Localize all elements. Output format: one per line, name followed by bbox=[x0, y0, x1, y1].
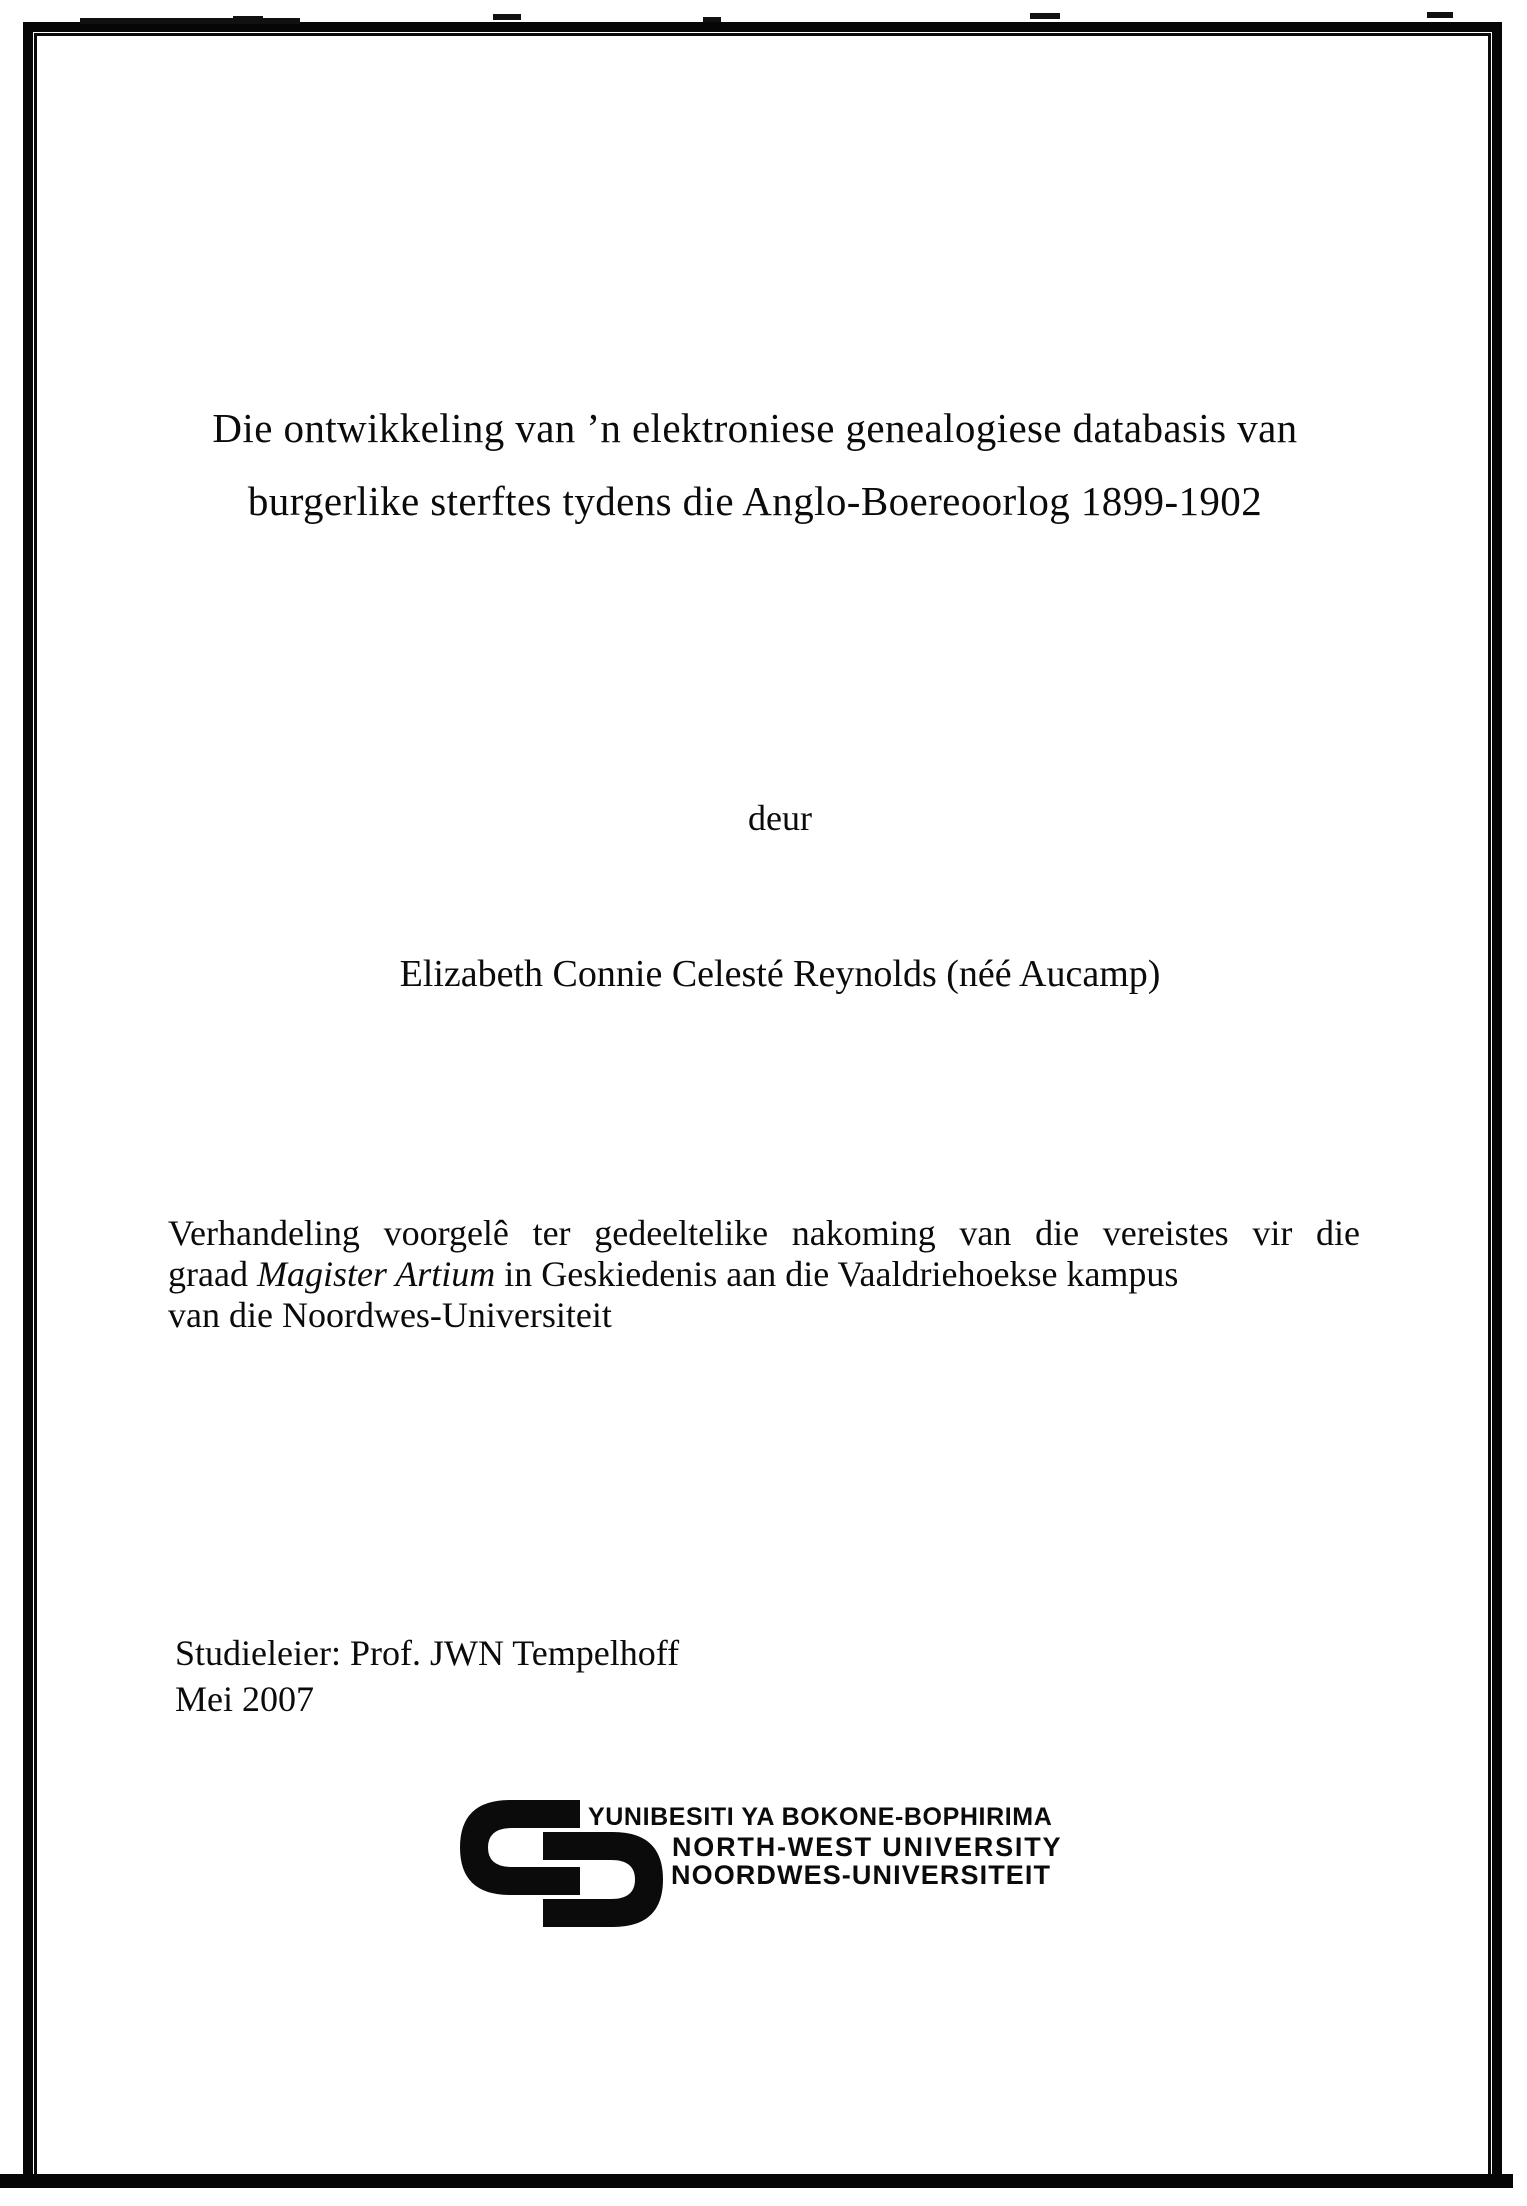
logo-wordmark-afrikaans: NOORDWES-UNIVERSITEIT bbox=[671, 1860, 1052, 1890]
scan-artifact bbox=[80, 18, 300, 24]
thesis-title-line2: burgerlike sterftes tydens die Anglo-Boereoorlog 1899-1902 bbox=[247, 478, 1263, 524]
degree-name-italic: Magister Artium bbox=[256, 1254, 496, 1294]
thesis-title-line1: Die ontwikkeling van ’n elektroniese genealogiese databasis van bbox=[212, 405, 1298, 451]
logo-wordmark-setswana: YUNIBESITI YA BOKONE-BOPHIRIMA bbox=[588, 1803, 1053, 1831]
logo-wordmark-english: NORTH-WEST UNIVERSITY bbox=[672, 1832, 1063, 1862]
supervisor-block bbox=[175, 1630, 1075, 1722]
scan-artifact bbox=[703, 17, 721, 22]
author-name: Elizabeth Connie Celesté Reynolds (néé Aucamp) bbox=[399, 953, 1161, 995]
thesis-statement-line1: Verhandeling voorgelê ter gedeeltelike nakoming van die vereistes vir die bbox=[168, 1213, 1360, 1253]
supervisor-line: Studieleier: Prof. JWN Tempelhoff bbox=[175, 1633, 680, 1673]
thesis-statement bbox=[168, 1213, 1360, 1336]
statement-line2-prefix: graad bbox=[168, 1254, 257, 1294]
scan-artifact bbox=[1030, 13, 1060, 19]
thesis-statement-line3: van die Noordwes-Universiteit bbox=[168, 1295, 612, 1335]
scan-artifact bbox=[493, 14, 521, 20]
thesis-statement-line2 bbox=[168, 1254, 1360, 1295]
statement-line2-suffix: in Geskiedenis aan die Vaaldriehoekse kampus bbox=[495, 1254, 1179, 1294]
byline-label: deur bbox=[748, 798, 812, 838]
date-line: Mei 2007 bbox=[175, 1679, 314, 1719]
thesis-title bbox=[30, 392, 1480, 538]
scan-artifact bbox=[233, 16, 263, 21]
scan-artifact bbox=[1427, 12, 1453, 18]
scan-artifact-bottom-border bbox=[0, 2174, 1513, 2188]
